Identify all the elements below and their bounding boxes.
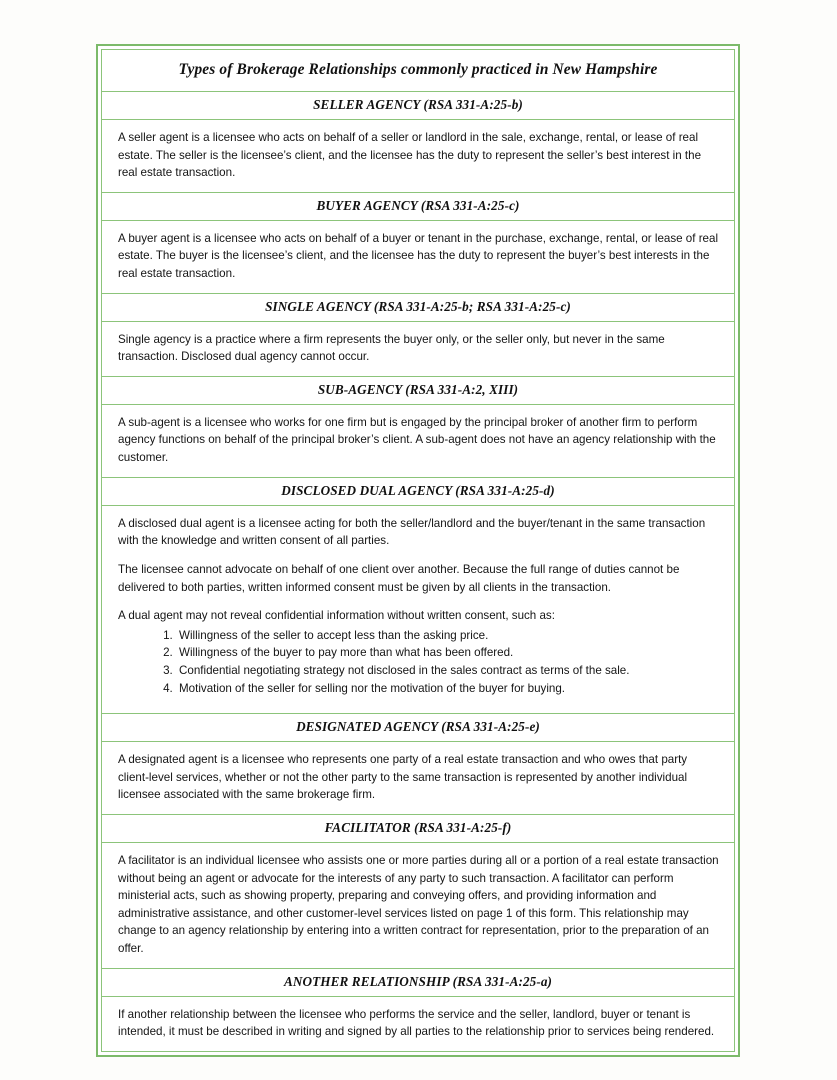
paragraph: A designated agent is a licensee who represents one party of a real estate transaction and who owes that party client-level services, whether or not the other party to the same transaction is represented by another individual licensee associated with the same brokerage firm. bbox=[118, 753, 688, 802]
list-item: 2. Willingness of the buyer to pay more than what has been offered. bbox=[176, 644, 720, 662]
section-heading-single-agency: SINGLE AGENCY (RSA 331-A:25-b; RSA 331-A:25-c) bbox=[265, 298, 571, 314]
paragraph: A dual agent may not reveal confidential information without written consent, such as: bbox=[118, 609, 555, 623]
section-body bbox=[102, 742, 734, 814]
paragraph: A sub-agent is a licensee who works for one firm but is engaged by the principal broker of another firm to perform agency functions on behalf of the principal broker’s client. A sub-agent does not have an agency relationship with the customer. bbox=[118, 415, 716, 465]
section-heading-facilitator: FACILITATOR (RSA 331-A:25-f) bbox=[324, 820, 512, 836]
section-seller-agency bbox=[102, 92, 734, 193]
paragraph: A seller agent is a licensee who acts on behalf of a seller or landlord in the sale, exchange, rental, or lease of real estate. The seller is the licensee’s client, and the licensee has the duty to represent the seller’s best interest in the real estate transaction. bbox=[118, 131, 702, 180]
page-title: Types of Brokerage Relationships commonly practiced in New Hampshire bbox=[178, 61, 658, 78]
confidential-info-list bbox=[118, 627, 720, 697]
table-inner-border bbox=[101, 49, 735, 1052]
section-heading-designated-agency: DESIGNATED AGENCY (RSA 331-A:25-e) bbox=[296, 719, 540, 735]
section-heading-sub-agency: SUB-AGENCY (RSA 331-A:2, XIII) bbox=[317, 381, 519, 397]
paragraph: A facilitator is an individual licensee who assists one or more parties during all or a portion of a real estate transaction without being an agent or advocate for the interests of any party to such transaction. A facilitator can perform ministerial acts, such as showing property, preparing and conveying offers, and providing information and administrative assistance, and other customer-level services listed on page 1 of this form. This relationship may change to an agency relationship by entering into a written contract for representation, prior to the preparation of an offer. bbox=[118, 854, 719, 956]
section-disclosed-dual-agency bbox=[102, 478, 734, 714]
section-buyer-agency bbox=[102, 193, 734, 294]
section-header bbox=[102, 478, 734, 506]
section-heading-another-relationship: ANOTHER RELATIONSHIP (RSA 331-A:25-a) bbox=[283, 973, 553, 989]
brokerage-relationships-table bbox=[96, 44, 740, 1057]
paragraph: A disclosed dual agent is a licensee acting for both the seller/landlord and the buyer/tenant in the same transaction with the knowledge and written consent of all parties. bbox=[118, 516, 706, 548]
section-body bbox=[102, 405, 734, 477]
section-heading-buyer-agency: BUYER AGENCY (RSA 331-A:25-c) bbox=[316, 197, 520, 213]
section-body bbox=[102, 221, 734, 293]
section-header bbox=[102, 377, 734, 405]
section-header bbox=[102, 92, 734, 120]
section-facilitator bbox=[102, 815, 734, 969]
section-header bbox=[102, 294, 734, 322]
section-body bbox=[102, 506, 734, 713]
section-single-agency bbox=[102, 294, 734, 377]
section-another-relationship bbox=[102, 969, 734, 1051]
section-designated-agency bbox=[102, 714, 734, 815]
section-heading-seller-agency: SELLER AGENCY (RSA 331-A:25-b) bbox=[313, 97, 523, 112]
section-body bbox=[102, 997, 734, 1051]
spacer bbox=[118, 697, 720, 703]
document-title-row bbox=[102, 50, 734, 92]
section-header bbox=[102, 714, 734, 742]
section-body bbox=[102, 120, 734, 192]
paragraph: Single agency is a practice where a firm represents the buyer only, or the seller only, but never in the same transaction. Disclosed dual agency cannot occur. bbox=[118, 332, 665, 364]
paragraph: A buyer agent is a licensee who acts on behalf of a buyer or tenant in the purchase, exchange, rental, or lease of real estate. The buyer is the licensee’s client, and the licensee has the duty to represent the buyer’s best interests in the real estate transaction. bbox=[118, 231, 719, 281]
paragraph: If another relationship between the licensee who performs the service and the seller, landlord, buyer or tenant is intended, it must be described in writing and signed by all parties to the relationship prior to services being rendered. bbox=[118, 1007, 715, 1039]
section-heading-disclosed-dual-agency: DISCLOSED DUAL AGENCY (RSA 331-A:25-d) bbox=[281, 482, 555, 498]
list-item: 3. Confidential negotiating strategy not disclosed in the sales contract as terms of the sale. bbox=[176, 662, 720, 680]
section-header bbox=[102, 193, 734, 221]
section-header bbox=[102, 815, 734, 843]
list-item: 4. Motivation of the seller for selling nor the motivation of the buyer for buying. bbox=[176, 680, 720, 698]
section-body bbox=[102, 843, 734, 968]
section-sub-agency bbox=[102, 377, 734, 478]
paragraph: The licensee cannot advocate on behalf of one client over another. Because the full range of duties cannot be delivered to both parties, written informed consent must be given by all clients in the transaction. bbox=[118, 562, 680, 594]
section-header bbox=[102, 969, 734, 997]
section-body bbox=[102, 322, 734, 376]
list-item: 1. Willingness of the seller to accept less than the asking price. bbox=[176, 627, 720, 645]
